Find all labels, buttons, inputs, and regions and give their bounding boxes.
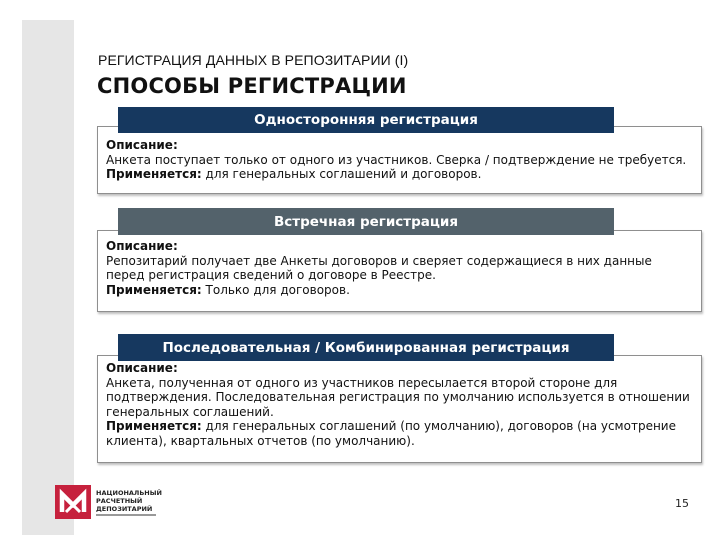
description-text: Анкета поступает только от одного из участников. Сверка / подтверждение не требуется. (106, 152, 687, 167)
logo-line-3: ДЕПОЗИТАРИЙ (96, 505, 153, 513)
applies-label: Применяется: (106, 282, 202, 297)
description-label: Описание: (106, 361, 178, 375)
logo-wordmark (96, 489, 162, 516)
applies-text: для генеральных соглашений и договоров. (201, 167, 482, 181)
applies-label: Применяется: (106, 167, 202, 181)
section-box-matching (97, 230, 702, 312)
description-text: Репозитарий получает две Анкеты договоров и сверяет содержащиеся в них данные перед регистрация сведений о договоре в Реестре. (106, 253, 652, 282)
logo-line-2: РАСЧЕТНЫЙ (96, 497, 143, 505)
nsd-logo-icon (55, 485, 91, 519)
slide-supertitle: РЕГИСТРАЦИЯ ДАННЫХ В РЕПОЗИТАРИИ (I) (98, 52, 409, 68)
slide-title: СПОСОБЫ РЕГИСТРАЦИИ (97, 74, 407, 98)
description-label: Описание: (106, 239, 178, 253)
applies-text: для генеральных соглашений (по умолчанию), договоров (на усмотрение клиента), квартальных отчетов (по умолчанию). (106, 419, 676, 448)
logo-underline (96, 514, 156, 516)
description-text: Анкета, полученная от одного из участников пересылается второй стороне для подтверждения. Последовательная регистрация по умолчанию используется в отношении генеральных соглашений. (106, 375, 690, 419)
section-header-sequential: Последовательная / Комбинированная регистрация (118, 334, 614, 361)
logo-line-1: НАЦИОНАЛЬНЫЙ (96, 489, 162, 497)
section-header-matching: Встречная регистрация (118, 208, 614, 235)
description-label: Описание: (106, 138, 178, 152)
page-number: 15 (675, 497, 689, 510)
section-box-unilateral (97, 126, 702, 194)
applies-label: Применяется: (106, 419, 202, 433)
left-decor-bar (22, 20, 74, 535)
section-header-unilateral: Односторонняя регистрация (118, 107, 614, 133)
section-box-sequential (97, 355, 702, 463)
applies-text: Только для договоров. (201, 282, 350, 297)
